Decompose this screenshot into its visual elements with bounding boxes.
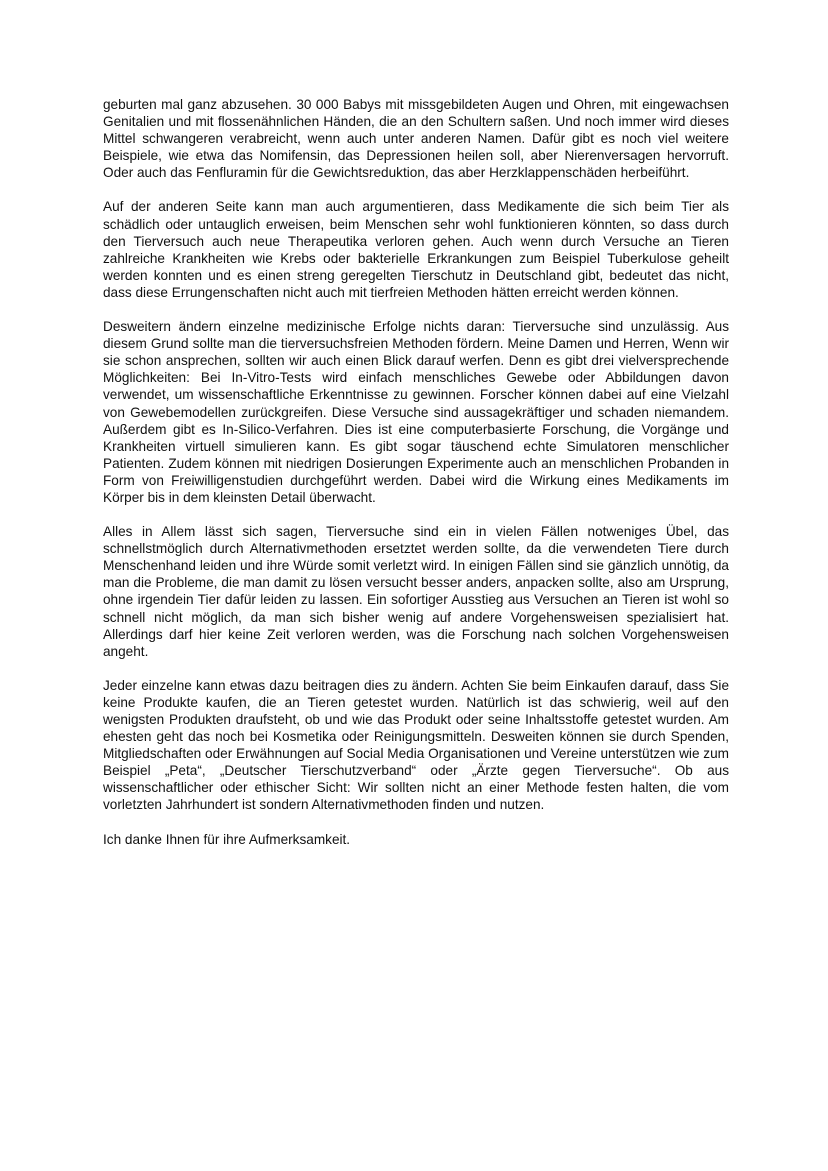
paragraph-counter-argument: Auf der anderen Seite kann man auch argumentieren, dass Medikamente die sich beim Tier als schädlich oder untauglich erweisen, beim Menschen sehr wohl funktionieren könnten, so dass durch den Tierversuch auch neue Therapeutika verloren gehen. Auch wenn durch Versuche an Tieren zahlreiche Krankheiten wie Krebs oder bakterielle Erkrankungen zum Beispiel Tuberkulose geheilt werden konnten und es einen streng geregelten Tierschutz in Deutschland gibt, bedeutet das nicht, dass diese Errungenschaften nicht auch mit tierfreien Methoden hätten erreicht werden können. — [103, 199, 729, 300]
paragraph-conclusion: Alles in Allem lässt sich sagen, Tierversuche sind ein in vielen Fällen notweniges Übel, das schnellstmöglich durch Alternativmethoden ersetztet werden sollte, da die verwendeten Tiere durch Menschenhand leiden und ihre Würde somit verletzt wird. In einigen Fällen sind sie gänzlich unnötig, da man die Probleme, die man damit zu lösen versucht besser anders, anpacken sollte, also am Ursprung, ohne irgendein Tier dafür leiden zu lassen. Ein sofortiger Ausstieg aus Versuchen an Tieren ist wohl so schnell nicht möglich, da man sich bisher wenig auf andere Vorgehensweisen spezialisiert hat. Allerdings darf hier keine Zeit verloren werden, was die Forschung nach solchen Vorgehensweisen angeht. — [103, 524, 729, 659]
document-page — [103, 96, 729, 848]
paragraph-thalidomide-examples: geburten mal ganz abzusehen. 30 000 Babys mit missgebildeten Augen und Ohren, mit eingewachsen Genitalien und mit flossenähnlichen Händen, die an den Schultern saßen. Und noch immer wird dieses Mittel schwangeren verabreicht, wenn auch unter anderen Namen. Dafür gibt es noch viel weitere Beispiele, wie etwa das Nomifensin, das Depressionen heilen soll, aber Nierenversagen hervorruft. Oder auch das Fenfluramin für die Gewichtsreduktion, das aber Herzklappenschäden herbeiführt. — [103, 97, 729, 181]
paragraph-alternative-methods: Desweitern ändern einzelne medizinische Erfolge nichts daran: Tierversuche sind unzulässig. Aus diesem Grund sollte man die tierversuchsfreien Methoden fördern. Meine Damen und Herren, Wenn wir sie schon ansprechen, sollten wir auch einen Blick darauf werfen. Denn es gibt drei vielversprechende Möglichkeiten: Bei In-Vitro-Tests wird einfach menschliches Gewebe oder Abbildungen davon verwendet, um wissenschaftliche Erkenntnisse zu gewinnen. Forscher können dabei auf eine Vielzahl von Gewebemodellen zurückgreifen. Diese Versuche sind aussagekräftiger und schaden niemandem. Außerdem gibt es In-Silico-Verfahren. Dies ist eine computerbasierte Forschung, die Vorgänge und Krankheiten virtuell simulieren kann. Es gibt sogar täuschend echte Simulatoren menschlicher Patienten. Zudem können mit niedrigen Dosierungen Experimente auch an menschlichen Probanden in Form von Freiwilligenstudien durchgeführt werden. Dabei wird die Wirkung eines Medikaments im Körper bis in dem kleinsten Detail überwacht. — [103, 319, 729, 505]
paragraph-call-to-action: Jeder einzelne kann etwas dazu beitragen dies zu ändern. Achten Sie beim Einkaufen darauf, dass Sie keine Produkte kaufen, die an Tieren getestet wurden. Natürlich ist das schwierig, weil auf den wenigsten Produkten draufsteht, ob und wie das Produkt oder seine Inhaltsstoffe getestet wurden. Am ehesten geht das noch bei Kosmetika oder Reinigungsmitteln. Desweiten können sie durch Spenden, Mitgliedschaften oder Erwähnungen auf Social Media Organisationen und Vereine unterstützen wie zum Beispiel „Peta“, „Deutscher Tierschutzverband“ oder „Ärzte gegen Tierversuche“. Ob aus wissenschaftlicher oder ethischer Sicht: Wir sollten nicht an einer Methode festen halten, die vom vorletzten Jahrhundert ist sondern Alternativmethoden finden und nutzen. — [103, 677, 729, 813]
paragraph-closing-thanks: Ich danke Ihnen für ihre Aufmerksamkeit. — [103, 831, 351, 847]
